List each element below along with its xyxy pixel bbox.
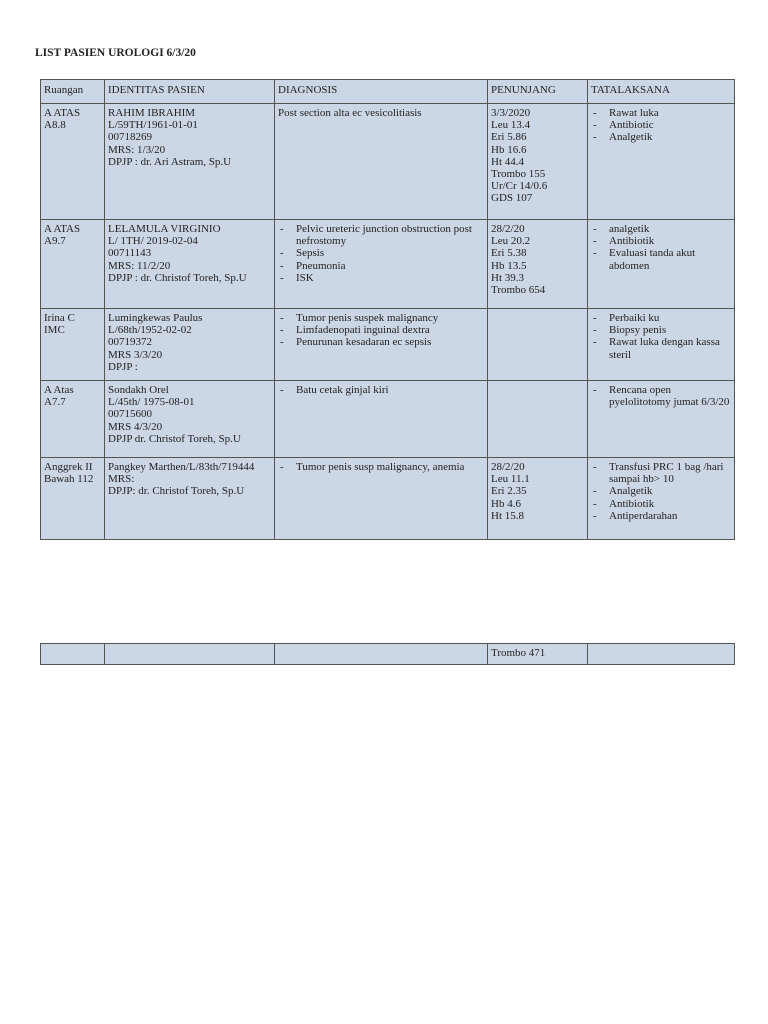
diagnosis-list xyxy=(278,461,484,473)
tail-diagnosis-cell xyxy=(275,644,488,665)
penunjang-line: Ur/Cr 14/0.6 xyxy=(491,180,548,193)
diagnosis-item: - Penurunan kesadaran ec sepsis xyxy=(278,336,484,348)
identitas-line: MRS: xyxy=(108,473,135,486)
identitas-line: 00718269 xyxy=(108,131,152,144)
tatalaksana-cell xyxy=(588,458,735,540)
page-title: LIST PASIEN UROLOGI 6/3/20 xyxy=(35,47,196,59)
table-row xyxy=(41,220,735,309)
identitas-line: L/45th/ 1975-08-01 xyxy=(108,396,195,409)
identitas-line: L/68th/1952-02-02 xyxy=(108,324,192,337)
identitas-line: L/59TH/1961-01-01 xyxy=(108,119,198,132)
penunjang-cell xyxy=(488,309,588,381)
tatalaksana-item: - Antiperdarahan xyxy=(591,510,731,522)
identitas-cell xyxy=(105,104,275,220)
identitas-cell xyxy=(105,381,275,458)
penunjang-line: Hb 13.5 xyxy=(491,259,527,272)
identitas-line: 00715600 xyxy=(108,408,152,421)
tatalaksana-cell xyxy=(588,220,735,309)
tatalaksana-list xyxy=(591,223,731,272)
ruangan-line: Bawah 112 xyxy=(44,473,94,486)
header-ruangan: Ruangan xyxy=(41,80,105,104)
diagnosis-cell xyxy=(275,309,488,381)
ruangan-line: A9.7 xyxy=(44,235,66,248)
identitas-line: DPJP : xyxy=(108,360,138,373)
tail-ruangan-cell xyxy=(41,644,105,665)
penunjang-line: Leu 13.4 xyxy=(491,119,531,132)
ruangan-line: A Atas xyxy=(44,384,74,396)
identitas-cell xyxy=(105,220,275,309)
identitas-line: DPJP : dr. Ari Astram, Sp.U xyxy=(108,155,232,168)
ruangan-line: A ATAS xyxy=(44,107,81,119)
tatalaksana-cell xyxy=(588,381,735,458)
diagnosis-item: - Tumor penis suspek malignancy xyxy=(278,312,484,324)
tatalaksana-item: - Antibiotic xyxy=(591,119,731,131)
identitas-cell xyxy=(105,309,275,381)
penunjang-cell xyxy=(488,220,588,309)
diagnosis-list xyxy=(278,223,484,284)
penunjang-line: Eri 5.38 xyxy=(491,247,527,260)
penunjang-line: Trombo 155 xyxy=(491,168,546,181)
table-row xyxy=(41,309,735,381)
tail-identitas-cell xyxy=(105,644,275,665)
penunjang-line: 28/2/20 xyxy=(491,223,525,235)
ruangan-cell xyxy=(41,220,105,309)
tatalaksana-item: - Biopsy penis xyxy=(591,324,731,336)
penunjang-line: Hb 4.6 xyxy=(491,497,521,510)
header-diagnosis: DIAGNOSIS xyxy=(275,80,488,104)
penunjang-line: Ht 15.8 xyxy=(491,509,524,522)
tatalaksana-item: - Evaluasi tanda akut abdomen xyxy=(591,247,731,271)
identitas-line: 00719372 xyxy=(108,336,152,349)
diagnosis-item: - Pneumonia xyxy=(278,260,484,272)
tatalaksana-list xyxy=(591,312,731,361)
identitas-line: DPJP dr. Christof Toreh, Sp.U xyxy=(108,432,241,445)
penunjang-cell xyxy=(488,458,588,540)
header-identitas: IDENTITAS PASIEN xyxy=(105,80,275,104)
identitas-line: Sondakh Orel xyxy=(108,384,169,396)
identitas-line: MRS 4/3/20 xyxy=(108,420,163,433)
diagnosis-cell xyxy=(275,104,488,220)
table-row xyxy=(41,458,735,540)
tatalaksana-item: - Antibiotik xyxy=(591,498,731,510)
penunjang-line: Leu 20.2 xyxy=(491,235,531,248)
tatalaksana-item: - Rencana open pyelolitotomy jumat 6/3/20 xyxy=(591,384,731,408)
ruangan-line: IMC xyxy=(44,324,65,337)
penunjang-line: Eri 2.35 xyxy=(491,485,527,498)
tail-tatalaksana-cell xyxy=(588,644,735,665)
identitas-line: LELAMULA VIRGINIO xyxy=(108,223,221,235)
tatalaksana-list xyxy=(591,384,731,408)
tatalaksana-item: - Perbaiki ku xyxy=(591,312,731,324)
penunjang-line: 28/2/20 xyxy=(491,461,525,473)
tail-penunjang-cell: Trombo 471 xyxy=(488,644,588,665)
ruangan-cell xyxy=(41,381,105,458)
penunjang-line: Trombo 654 xyxy=(491,284,546,297)
tatalaksana-list xyxy=(591,107,731,144)
table-row xyxy=(41,644,735,665)
ruangan-line: A ATAS xyxy=(44,223,81,235)
table-row xyxy=(41,381,735,458)
diagnosis-cell xyxy=(275,381,488,458)
table-row xyxy=(41,104,735,220)
tatalaksana-item: - Rawat luka xyxy=(591,107,731,119)
identitas-cell xyxy=(105,458,275,540)
identitas-line: DPJP: dr. Christof Toreh, Sp.U xyxy=(108,485,245,498)
diagnosis-item: - ISK xyxy=(278,272,484,284)
diagnosis-item: - Limfadenopati inguinal dextra xyxy=(278,324,484,336)
diagnosis-item: - Pelvic ureteric junction obstruction post nefrostomy xyxy=(278,223,484,247)
identitas-line: RAHIM IBRAHIM xyxy=(108,107,196,119)
header-tatalaksana: TATALAKSANA xyxy=(588,80,735,104)
penunjang-line: Leu 11.1 xyxy=(491,473,530,486)
penunjang-line: Eri 5.86 xyxy=(491,131,527,144)
tatalaksana-item: - Transfusi PRC 1 bag /hari sampai hb> 10 xyxy=(591,461,731,485)
tatalaksana-cell xyxy=(588,309,735,381)
penunjang-line: 3/3/2020 xyxy=(491,107,531,119)
diagnosis-text: Post section alta ec vesicolitiasis xyxy=(278,107,422,119)
penunjang-line: Ht 44.4 xyxy=(491,155,524,168)
header-penunjang: PENUNJANG xyxy=(488,80,588,104)
tatalaksana-item: - Analgetik xyxy=(591,131,731,143)
penunjang-cell xyxy=(488,381,588,458)
identitas-line: 00711143 xyxy=(108,247,152,260)
ruangan-cell xyxy=(41,104,105,220)
identitas-line: Lumingkewas Paulus xyxy=(108,312,203,324)
tatalaksana-item: - analgetik xyxy=(591,223,731,235)
tatalaksana-item: - Antibiotik xyxy=(591,235,731,247)
diagnosis-list xyxy=(278,384,484,396)
ruangan-line: Irina C xyxy=(44,312,75,324)
ruangan-cell xyxy=(41,309,105,381)
diagnosis-item: - Sepsis xyxy=(278,247,484,259)
ruangan-line: Anggrek II xyxy=(44,461,93,473)
tatalaksana-item: - Rawat luka dengan kassa steril xyxy=(591,336,731,360)
continuation-table xyxy=(40,643,735,665)
diagnosis-item: - Tumor penis susp malignancy, anemia xyxy=(278,461,484,473)
diagnosis-list xyxy=(278,312,484,349)
ruangan-line: A8.8 xyxy=(44,119,66,132)
penunjang-line: GDS 107 xyxy=(491,192,533,205)
tatalaksana-list xyxy=(591,461,731,522)
tatalaksana-cell xyxy=(588,104,735,220)
diagnosis-cell xyxy=(275,458,488,540)
diagnosis-cell xyxy=(275,220,488,309)
identitas-line: DPJP : dr. Christof Toreh, Sp.U xyxy=(108,271,247,284)
table-header-row xyxy=(41,80,735,104)
penunjang-cell xyxy=(488,104,588,220)
ruangan-line: A7.7 xyxy=(44,396,66,409)
identitas-line: MRS: 1/3/20 xyxy=(108,143,166,156)
identitas-line: MRS 3/3/20 xyxy=(108,348,163,361)
penunjang-line: Hb 16.6 xyxy=(491,143,527,156)
identitas-line: Pangkey Marthen/L/83th/719444 xyxy=(108,461,255,473)
tatalaksana-item: - Analgetik xyxy=(591,485,731,497)
identitas-line: L/ 1TH/ 2019-02-04 xyxy=(108,235,198,248)
patient-table xyxy=(40,79,735,540)
identitas-line: MRS: 11/2/20 xyxy=(108,259,171,272)
penunjang-line: Ht 39.3 xyxy=(491,271,524,284)
ruangan-cell xyxy=(41,458,105,540)
diagnosis-item: - Batu cetak ginjal kiri xyxy=(278,384,484,396)
